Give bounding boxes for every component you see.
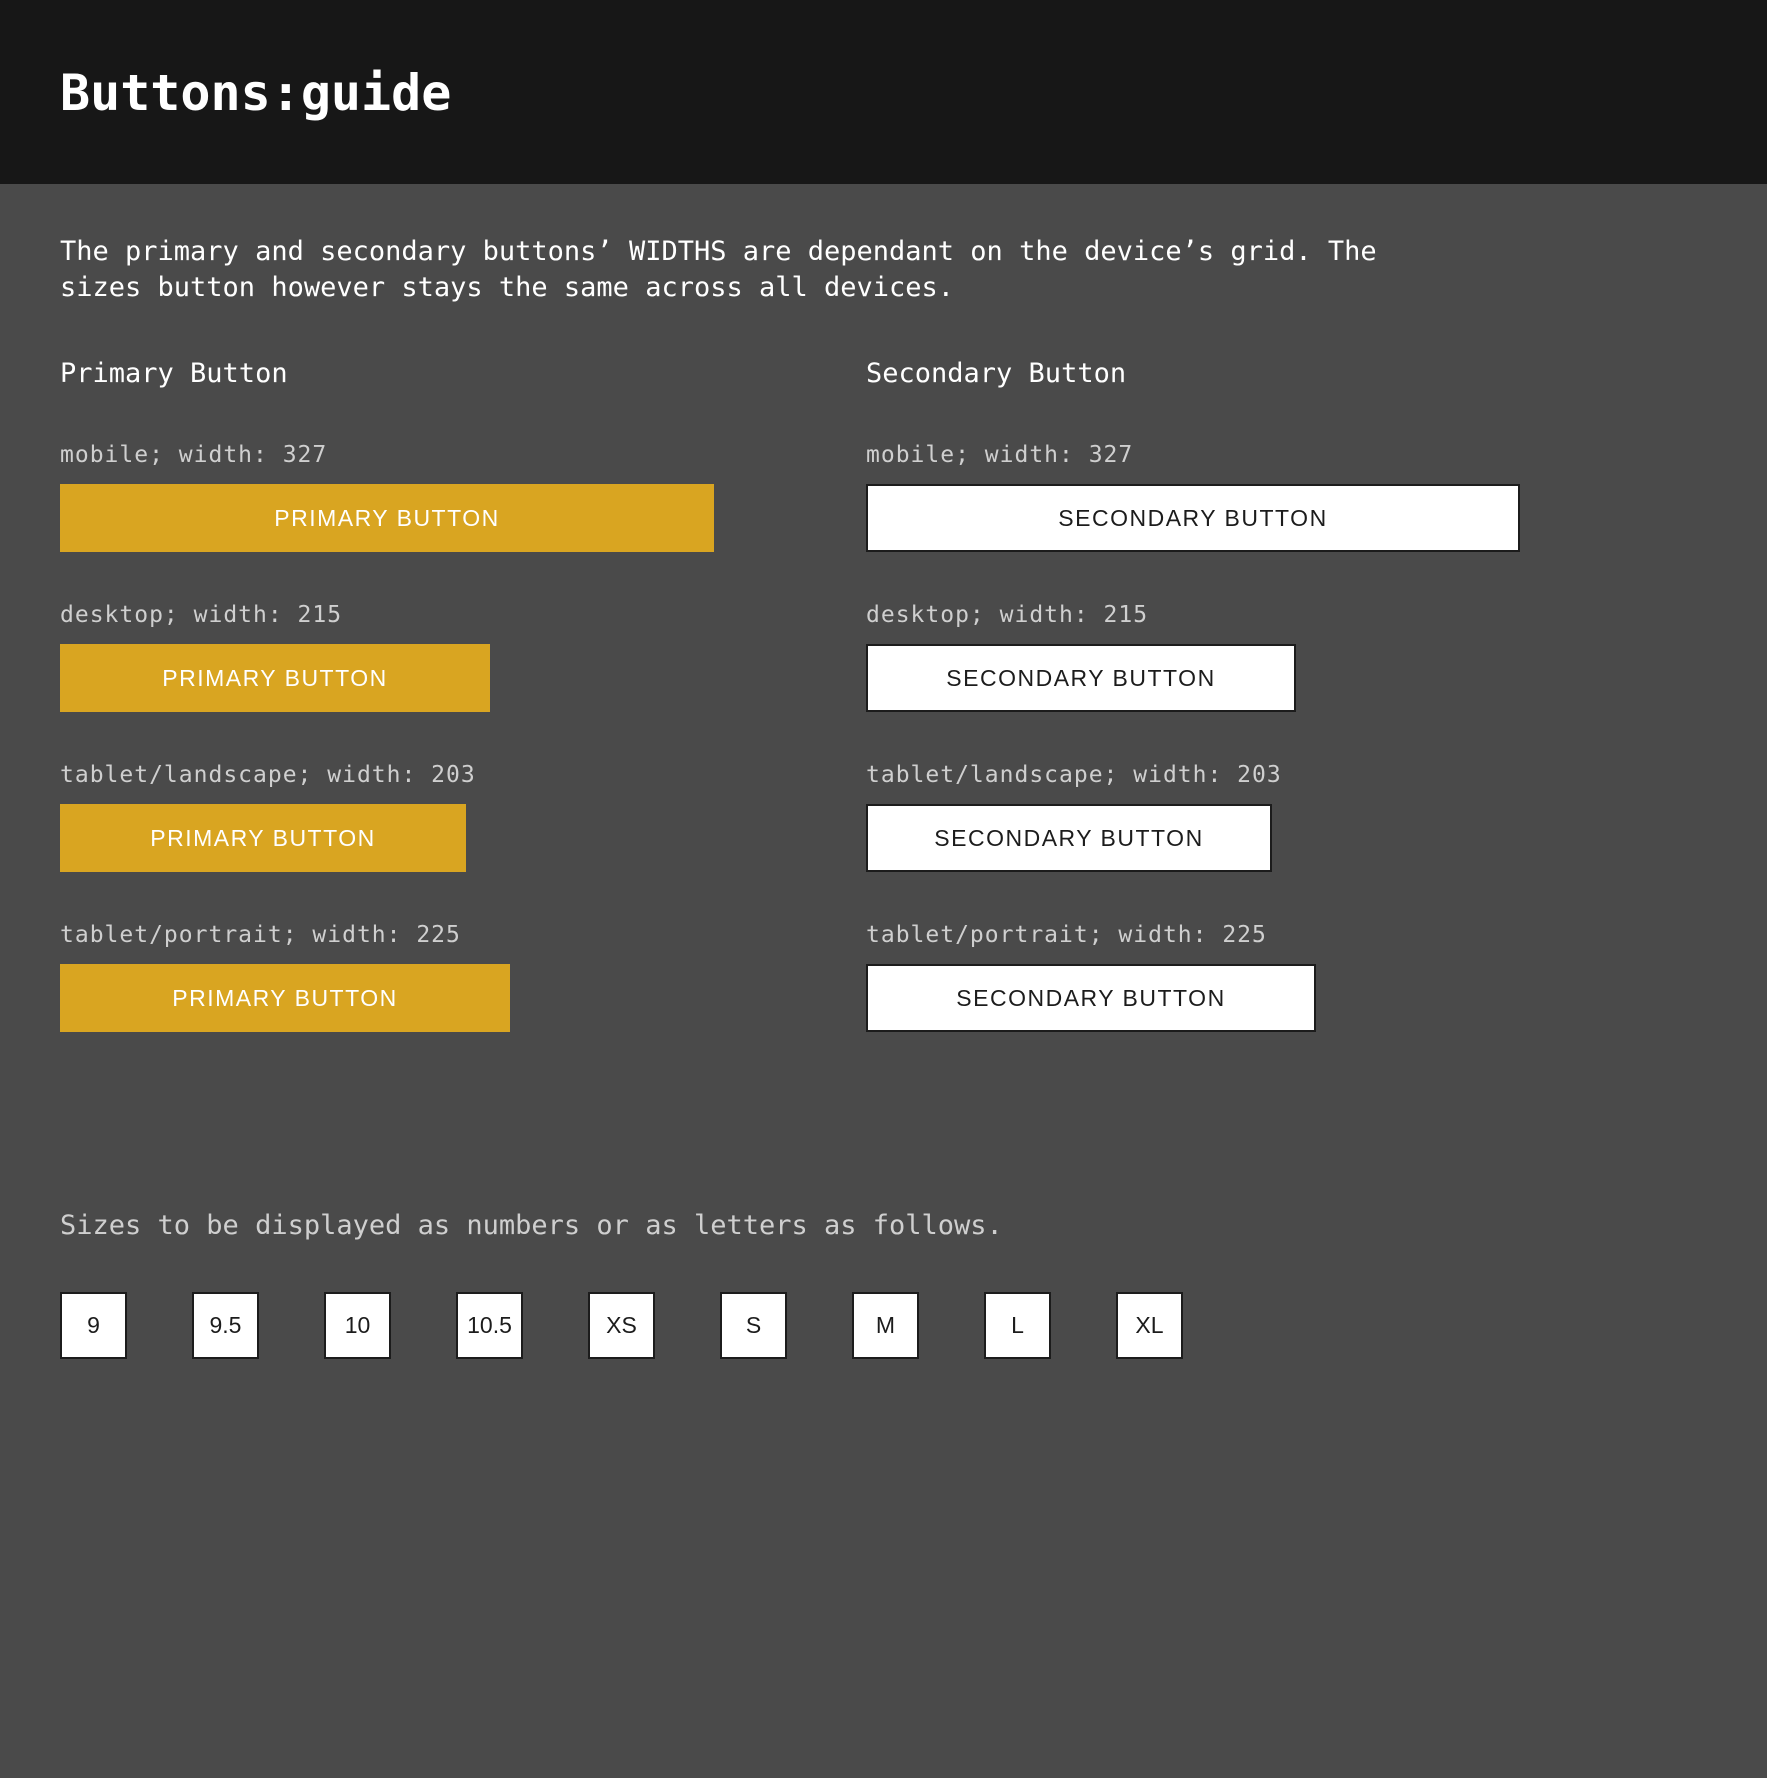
primary-caption-desktop: desktop; width: 215 [60,602,343,628]
size-option-s[interactable]: S [720,1292,787,1359]
sizes-description: Sizes to be displayed as numbers or as letters as follows. [60,1210,1003,1241]
secondary-button-desktop[interactable]: SECONDARY BUTTON [866,644,1296,712]
page-title: Buttons:guide [60,64,452,122]
secondary-caption-tablet-portrait: tablet/portrait; width: 225 [866,922,1267,948]
intro-line-1: The primary and secondary buttons’ WIDTHS are dependant on the device’s grid. The [60,236,1377,267]
size-option-l[interactable]: L [984,1292,1051,1359]
primary-caption-tablet-landscape: tablet/landscape; width: 203 [60,762,476,788]
secondary-caption-mobile: mobile; width: 327 [866,442,1134,468]
secondary-button-tablet-landscape[interactable]: SECONDARY BUTTON [866,804,1272,872]
size-option-xs[interactable]: XS [588,1292,655,1359]
intro-text [60,234,1560,306]
secondary-button-mobile[interactable]: SECONDARY BUTTON [866,484,1520,552]
secondary-caption-desktop: desktop; width: 215 [866,602,1149,628]
primary-button-mobile[interactable]: PRIMARY BUTTON [60,484,714,552]
primary-button-desktop[interactable]: PRIMARY BUTTON [60,644,490,712]
secondary-caption-tablet-landscape: tablet/landscape; width: 203 [866,762,1282,788]
secondary-button-tablet-portrait[interactable]: SECONDARY BUTTON [866,964,1316,1032]
primary-button-heading: Primary Button [60,358,288,389]
size-option-10-5[interactable]: 10.5 [456,1292,523,1359]
intro-line-2: sizes button however stays the same across all devices. [60,272,955,303]
size-option-9-5[interactable]: 9.5 [192,1292,259,1359]
secondary-button-heading: Secondary Button [866,358,1127,389]
primary-button-tablet-landscape[interactable]: PRIMARY BUTTON [60,804,466,872]
size-option-10[interactable]: 10 [324,1292,391,1359]
primary-caption-mobile: mobile; width: 327 [60,442,328,468]
primary-caption-tablet-portrait: tablet/portrait; width: 225 [60,922,461,948]
size-option-m[interactable]: M [852,1292,919,1359]
size-option-9[interactable]: 9 [60,1292,127,1359]
primary-button-tablet-portrait[interactable]: PRIMARY BUTTON [60,964,510,1032]
size-option-xl[interactable]: XL [1116,1292,1183,1359]
page-header [0,0,1767,184]
